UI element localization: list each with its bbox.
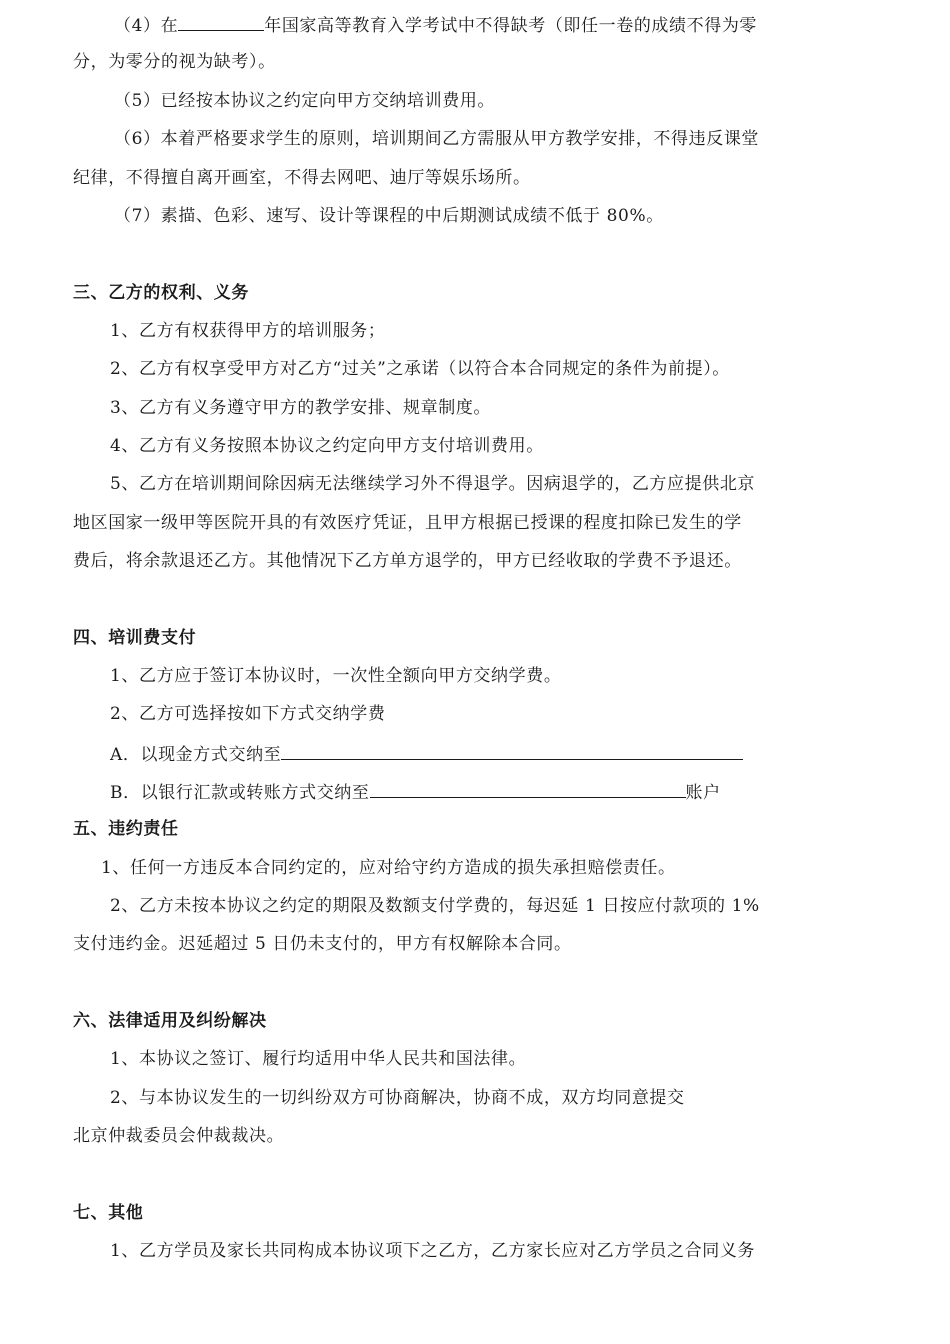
clause-3-item-3: 3、乙方有义务遵守甲方的教学安排、规章制度。 (110, 398, 492, 418)
clause-5-item-2: 2、乙方未按本协议之约定的期限及数额支付学费的，每迟延 1 日按应付款项的 1% (110, 896, 760, 916)
section-4-heading: 四、培训费支付 (73, 628, 197, 648)
option-b-label: B．以银行汇款或转账方式交纳至 (110, 783, 370, 803)
clause-3-item-5: 5、乙方在培训期间除因病无法继续学习外不得退学。因病退学的，乙方应提供北京 (110, 474, 756, 494)
clause-6-item-1: 1、本协议之签订、履行均适用中华人民共和国法律。 (110, 1049, 527, 1069)
clause-2-item-7: （7）素描、色彩、速写、设计等课程的中后期测试成绩不低于 80%。 (114, 206, 664, 226)
year-blank (178, 12, 264, 31)
clause-3-item-2: 2、乙方有权享受甲方对乙方“过关”之承诺（以符合本合同规定的条件为前提）。 (110, 359, 730, 379)
clause-5-item-1: 1、任何一方违反本合同约定的，应对给守约方造成的损失承担赔偿责任。 (101, 858, 676, 878)
section-7-heading: 七、其他 (73, 1203, 144, 1223)
clause-2-item-6-cont: 纪律，不得擅自离开画室，不得去网吧、迪厅等娱乐场所。 (73, 168, 531, 188)
clause-3-item-5-cont1: 地区国家一级甲等医院开具的有效医疗凭证，且甲方根据已授课的程度扣除已发生的学 (73, 513, 742, 533)
clause-6-item-2-cont: 北京仲裁委员会仲裁裁决。 (73, 1126, 285, 1146)
option-a-label: A．以现金方式交纳至 (110, 745, 282, 765)
clause-2-item-4-cont: 分，为零分的视为缺考）。 (73, 52, 276, 72)
clause-4-option-a (110, 741, 743, 765)
clause-4-option-b (110, 779, 721, 803)
clause-3-item-4: 4、乙方有义务按照本协议之约定向甲方支付培训费用。 (110, 436, 544, 456)
bank-account-blank (370, 779, 686, 798)
clause-2-item-4 (114, 12, 757, 36)
clause-7-item-1: 1、乙方学员及家长共同构成本协议项下之乙方，乙方家长应对乙方学员之合同义务 (110, 1241, 756, 1261)
clause-4-item-1: 1、乙方应于签订本协议时，一次性全额向甲方交纳学费。 (110, 666, 562, 686)
cash-payee-blank (281, 741, 743, 760)
clause-2-item-6: （6）本着严格要求学生的原则，培训期间乙方需服从甲方教学安排，不得违反课堂 (114, 129, 760, 149)
clause-text: （4）在 (114, 16, 179, 36)
section-6-heading: 六、法律适用及纠纷解决 (73, 1011, 267, 1031)
clause-2-item-5: （5）已经按本协议之约定向甲方交纳培训费用。 (114, 91, 496, 111)
clause-6-item-2: 2、与本协议发生的一切纠纷双方可协商解决，协商不成，双方均同意提交 (110, 1088, 685, 1108)
clause-3-item-1: 1、乙方有权获得甲方的培训服务； (110, 321, 386, 341)
clause-5-item-2-cont: 支付违约金。迟延超过 5 日仍未支付的，甲方有权解除本合同。 (73, 934, 572, 954)
account-suffix: 账户 (685, 783, 721, 803)
section-5-heading: 五、违约责任 (73, 819, 179, 839)
clause-text: 年国家高等教育入学考试中不得缺考（即任一卷的成绩不得为零 (264, 16, 758, 36)
clause-3-item-5-cont2: 费后，将余款退还乙方。其他情况下乙方单方退学的，甲方已经收取的学费不予退还。 (73, 551, 742, 571)
clause-4-item-2: 2、乙方可选择按如下方式交纳学费 (110, 704, 386, 724)
section-3-heading: 三、乙方的权利、义务 (73, 283, 249, 303)
